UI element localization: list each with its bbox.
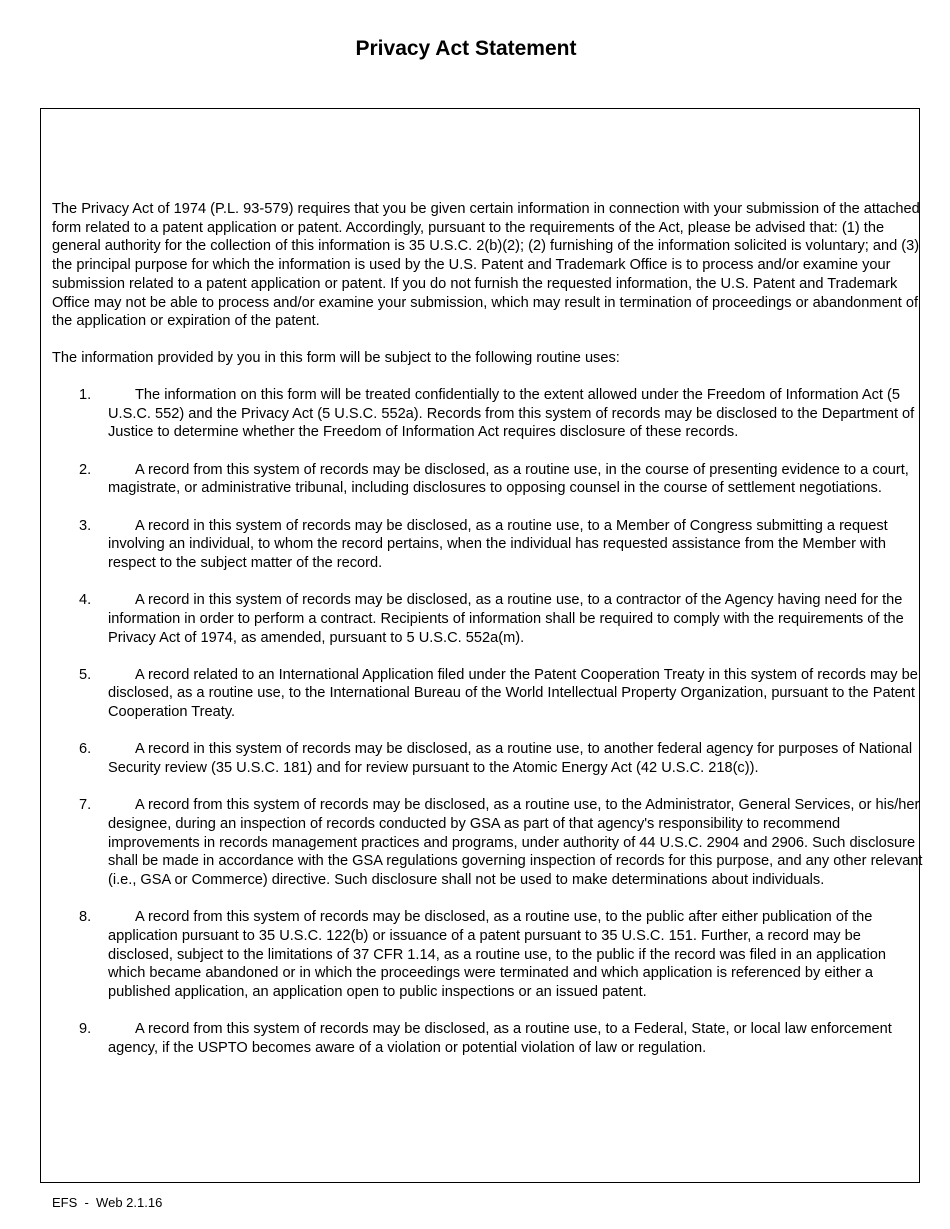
routine-use-item-1: [52, 386, 924, 442]
routine-use-number: 2.: [79, 461, 92, 478]
routine-use-item-5: [52, 666, 924, 722]
footer-version: EFS - Web 2.1.16: [52, 1195, 163, 1210]
routine-use-item-3: [52, 517, 924, 573]
routine-use-number: 1.: [79, 387, 92, 403]
routine-use-number: 6.: [79, 741, 92, 758]
page-title: Privacy Act Statement: [355, 37, 577, 60]
routine-use-item-4: [52, 591, 924, 647]
routine-use-item-9: [52, 1020, 924, 1057]
routine-use-text: A record from this system of records may be disclosed, as a routine use, in the course of presenting evidence to a court, magistrate, or administrative tribunal, including disclosures to opposing counsel in the course of settlement negotiations.: [108, 461, 909, 497]
routine-use-text: A record in this system of records may be disclosed, as a routine use, to another federal agency for purposes of National Security review (35 U.S.C. 181) and for review pursuant to the Atomic Energy Act (42 U.S.C. 218(c)).: [108, 741, 913, 777]
routine-use-number: 3.: [79, 517, 92, 534]
routine-use-text: A record in this system of records may be disclosed, as a routine use, to a contractor of the Agency having need for the information in order to perform a contract. Recipients of information shall be required to comply with the requirements of the Privacy Act of 1974, as amended, pursuant to 5 U.S.C. 552a(m).: [108, 592, 904, 646]
routine-use-number: 4.: [79, 592, 92, 609]
routine-uses-list: [52, 386, 924, 1076]
routine-use-text: A record related to an International Application filed under the Patent Cooperation Treaty in this system of records may be disclosed, as a routine use, to the International Bureau of the World Intellectual Property Organization, pursuant to the Patent Cooperation Treaty.: [108, 666, 918, 721]
routine-use-item-6: [52, 740, 924, 777]
routine-uses-heading: The information provided by you in this form will be subject to the following routine uses:: [52, 350, 620, 366]
routine-use-text: A record from this system of records may be disclosed, as a routine use, to a Federal, State, or local law enforcement agency, if the USPTO becomes aware of a violation or potential violation of law or regulation.: [108, 1021, 892, 1056]
routine-use-number: 9.: [79, 1021, 92, 1038]
routine-use-text: A record from this system of records may be disclosed, as a routine use, to the Administrator, General Services, or his/her designee, during an inspection of records conducted by GSA as part of that agency's responsibility to recommend improvements in records management practices and programs, under authority of 44 U.S.C. 2904 and 2906. Such disclosure shall be made in accordance with the GSA regulations governing inspection of records for this purpose, and any other relevant (i.e., GSA or Commerce) directive. Such disclosure shall not be used to make determinations about individuals.: [108, 797, 923, 889]
routine-use-item-8: [52, 908, 924, 1002]
routine-use-text: The information on this form will be treated confidentially to the extent allowed under the Freedom of Information Act (5 U.S.C. 552) and the Privacy Act (5 U.S.C. 552a). Records from this system of records may be disclosed to the Department of Justice to determine whether the Freedom of Information Act requires disclosure of these records.: [108, 387, 915, 441]
routine-use-text: A record in this system of records may be disclosed, as a routine use, to a Member of Congress submitting a request involving an individual, to whom the record pertains, when the individual has requested assistance from the Member with respect to the subject matter of the record.: [108, 517, 888, 571]
intro-paragraph: The Privacy Act of 1974 (P.L. 93-579) requires that you be given certain information in connection with your submission of the attached form related to a patent application or patent. Accordingly, pursuant to the requirements of the Act, please be advised that: (1) the general authority for the collection of this information is 35 U.S.C. 2(b)(2); (2) furnishing of the information solicited is voluntary; and (3) the principal purpose for which the information is used by the U.S. Patent and Trademark Office is to process and/or examine your submission related to a patent application or patent. If you do not furnish the requested information, the U.S. Patent and Trademark Office may not be able to process and/or examine your submission, which may result in termination of proceedings or abandonment of the application or expiration of the patent.: [52, 201, 920, 330]
routine-use-number: 8.: [79, 909, 92, 926]
routine-use-item-2: [52, 461, 924, 498]
routine-use-number: 5.: [79, 666, 92, 683]
routine-use-item-7: [52, 796, 924, 890]
routine-use-text: A record from this system of records may be disclosed, as a routine use, to the public after either publication of the application pursuant to 35 U.S.C. 122(b) or issuance of a patent pursuant to 35 U.S.C. 151. Further, a record may be disclosed, subject to the limitations of 37 CFR 1.14, as a routine use, to the public if the record was filed in an application which became abandoned or in which the proceedings were terminated and which application is referenced by either a published application, an application open to public inspections or an issued patent.: [108, 909, 886, 1001]
routine-use-number: 7.: [79, 797, 92, 814]
